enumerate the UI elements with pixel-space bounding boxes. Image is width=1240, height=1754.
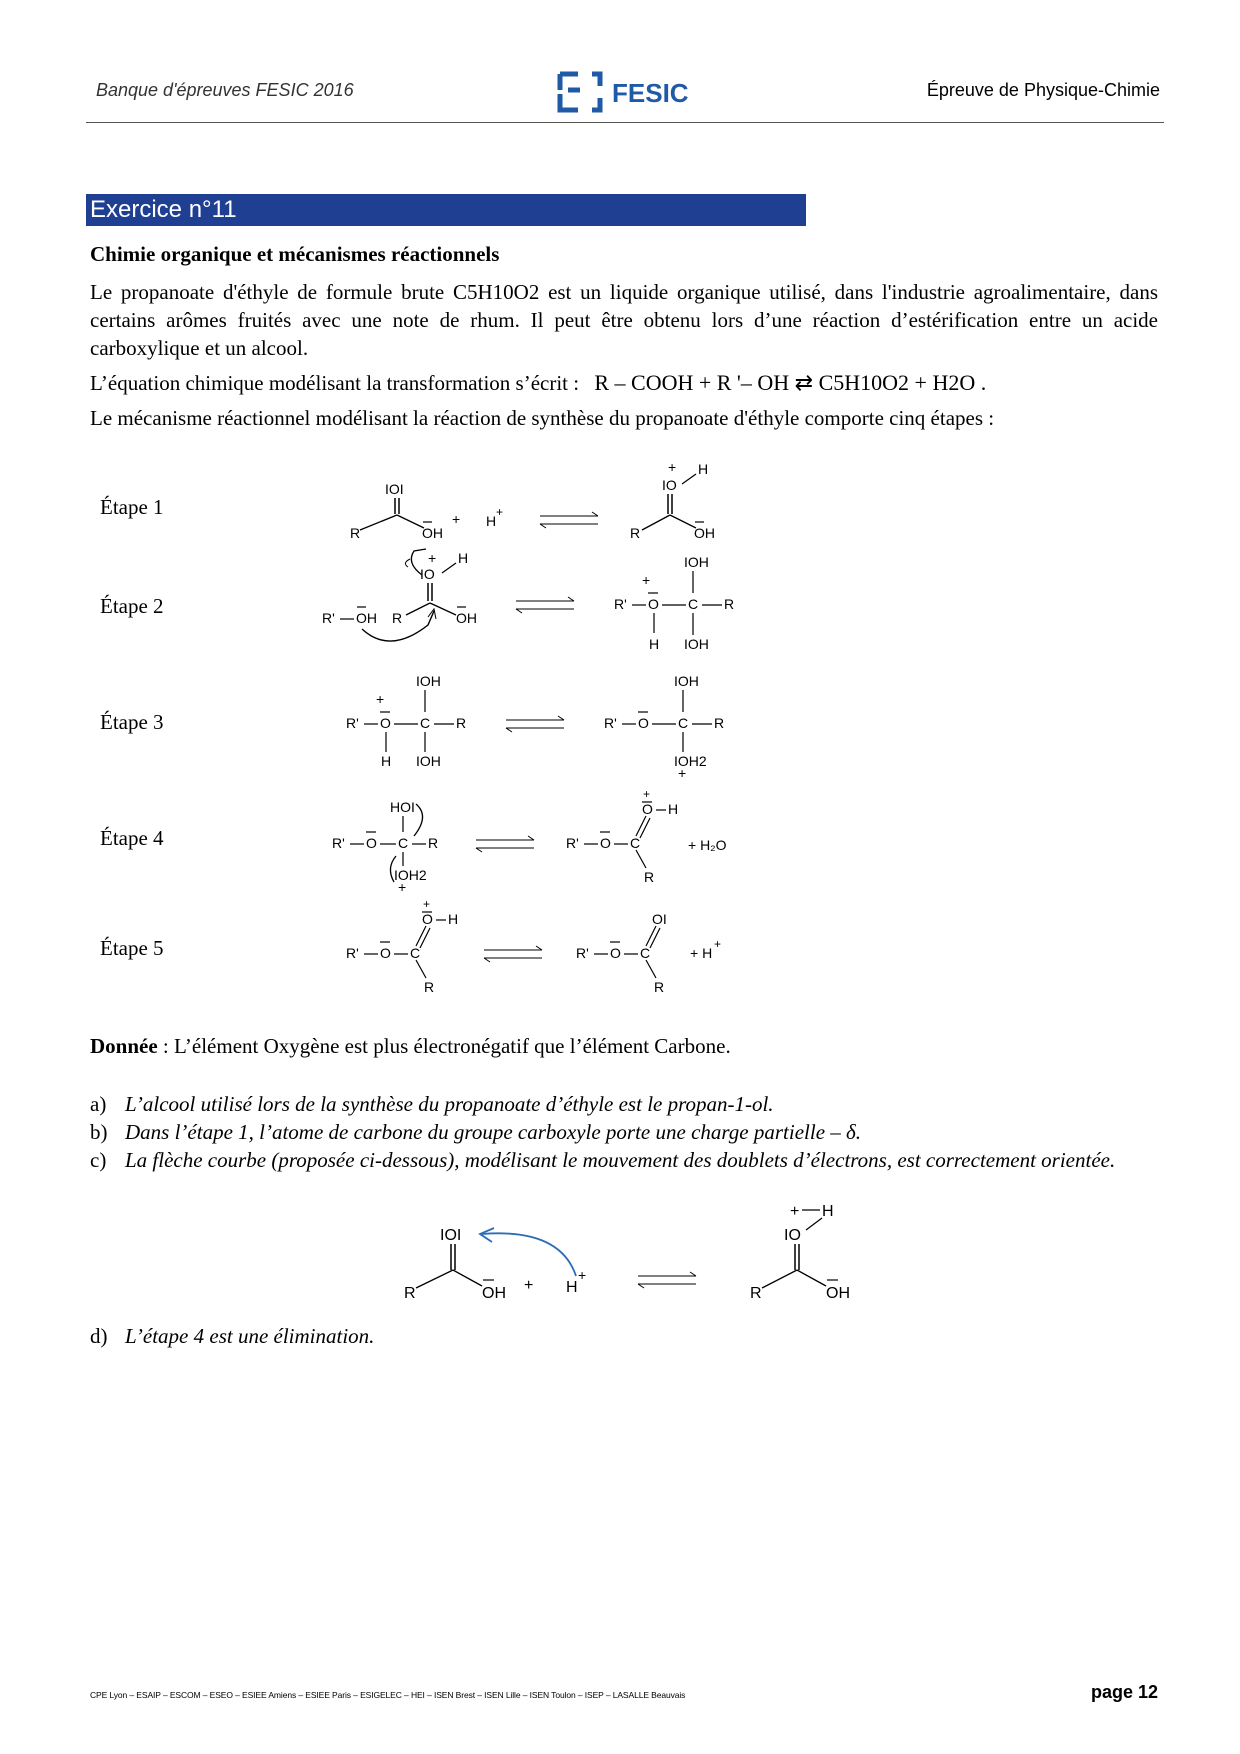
svg-text:IOH: IOH [416,673,441,689]
svg-text:+: + [496,505,504,519]
protonated-ester [346,900,458,995]
fesic-logo [556,70,696,119]
equilibrium-arrow-icon [506,716,564,732]
proton: H [486,513,497,529]
svg-text:O: O [366,835,377,851]
svg-text:R: R [350,525,361,540]
carboxylic-acid-structure [404,1227,506,1302]
step-1-scheme [350,460,770,540]
svg-text:R': R' [604,715,617,731]
item-letter: b) [90,1120,108,1144]
svg-text:O: O [380,945,391,961]
svg-text:OI: OI [652,911,667,927]
footer-schools: CPE Lyon – ESAIP – ESCOM – ESEO – ESIEE Amiens – ESIEE Paris – ESIGELEC – HEI – ISEN Brest – ISEN Lille – ISEN Toulon – ISEP – LASALLE Beauvais [90,1690,686,1700]
svg-text:R': R' [566,835,579,851]
svg-text:R: R [724,596,735,612]
svg-text:IOH2: IOH2 [674,753,707,769]
svg-text:IOH2: IOH2 [394,867,427,883]
svg-text:H: H [448,911,459,927]
question-c-scheme [400,1200,880,1310]
svg-text:OH: OH [456,610,477,626]
step-2-scheme [310,545,770,655]
svg-text:+: + [423,900,431,911]
svg-text:C: C [688,596,699,612]
svg-text:+: + [578,1267,587,1283]
svg-text:OH: OH [826,1285,850,1302]
svg-text:R': R' [322,610,335,626]
item-text: Dans l’étape 1, l’atome de carbone du groupe carboxyle porte une charge partielle – δ. [125,1120,862,1144]
svg-text:O: O [610,945,621,961]
svg-text:OH: OH [356,610,377,626]
svg-text:OH: OH [694,525,715,540]
exercise-subtitle: Chimie organique et mécanismes réactionnels [90,242,500,266]
step-4-scheme [330,790,750,900]
svg-text:+ H: + H [690,945,713,961]
protonated-acid-structure [630,460,715,540]
svg-text:H: H [649,636,660,652]
equilibrium-arrow-icon [638,1272,696,1288]
equation: R – COOH + R '– OH ⇄ C5H10O2 + H2O . [594,370,987,395]
svg-text:IO: IO [784,1227,801,1244]
svg-text:R': R' [576,945,589,961]
svg-text:IOI: IOI [385,481,404,497]
item-text: L’alcool utilisé lors de la synthèse du propanoate d’éthyle est le propan-1-ol. [125,1092,774,1116]
svg-text:IOI: IOI [440,1227,462,1244]
svg-text:R: R [456,715,467,731]
svg-text:+: + [668,460,677,475]
svg-text:R': R' [332,835,345,851]
step-label-5: Étape 5 [100,936,164,960]
svg-text:R': R' [614,596,627,612]
svg-text:H: H [458,550,469,566]
svg-text:H: H [381,753,392,769]
svg-text:O: O [422,911,433,927]
svg-text:C: C [398,835,409,851]
svg-text:+: + [642,572,651,588]
carboxylic-acid-structure [350,481,443,540]
svg-text:C: C [678,715,689,731]
intermediate-left [346,673,466,769]
svg-text:R: R [750,1285,762,1302]
equation-intro: L’équation chimique modélisant la transformation s’écrit : [90,371,580,395]
header-right-title: Épreuve de Physique-Chimie [926,80,1160,100]
mechanism-intro: Le mécanisme réactionnel modélisant la réaction de synthèse du propanoate d'éthyle comporte cinq étapes : [90,406,995,430]
header-left-title: Banque d'épreuves FESIC 2016 [96,80,354,100]
svg-text:OH: OH [422,525,443,540]
step-label-3: Étape 3 [100,710,164,734]
svg-text:R: R [404,1285,416,1302]
equilibrium-arrow-icon [540,512,598,528]
item-text: L’étape 4 est une élimination. [125,1324,375,1348]
equilibrium-arrow-icon [516,597,574,613]
svg-text:+: + [643,790,651,801]
tetrahedral-intermediate [614,554,734,652]
svg-text:O: O [638,715,649,731]
donnee [90,1034,731,1059]
curved-arrow-icon [414,804,423,836]
item-letter: c) [90,1148,107,1172]
exercise-banner: Exercice n°11 [86,194,806,226]
protonated-ester [566,790,727,885]
proton: H [566,1279,578,1296]
item-text: La flèche courbe (proposée ci-dessous), modélisant le mouvement des doublets d’électrons, est correctement orientée. [125,1148,1116,1172]
page-number: page 12 [1090,1682,1158,1702]
donnee-text: : L’élément Oxygène est plus électronégatif que l’élément Carbone. [157,1034,731,1058]
intro-paragraph: Le propanoate d'éthyle de formule brute C5H10O2 est un liquide organique utilisé, dans l'industrie agroalimentaire, dans certains arômes fruités avec une note de rhum. Il peut être obtenu lors d’une réaction d’estérification entre un acide carboxylique et un alcool. [90,280,1158,360]
svg-text:C: C [420,715,431,731]
svg-text:O: O [648,596,659,612]
svg-text:C: C [410,945,421,961]
svg-text:IO: IO [662,477,677,493]
step-label-1: Étape 1 [100,495,164,519]
logo-text: FESIC [612,78,689,108]
svg-text:OH: OH [482,1285,506,1302]
svg-text:R: R [714,715,725,731]
svg-text:R: R [630,525,641,540]
svg-text:O: O [600,835,611,851]
blue-curved-arrow-icon [482,1233,576,1276]
svg-text:R': R' [346,715,359,731]
svg-text:+: + [376,691,385,707]
svg-text:C: C [630,835,641,851]
header-divider [86,122,1164,123]
step-5-scheme [340,900,760,1000]
svg-text:+: + [428,550,437,566]
svg-text:IOH: IOH [684,636,709,652]
svg-text:+: + [452,511,461,527]
step-label-2: Étape 2 [100,594,164,618]
svg-text:H: H [668,801,679,817]
svg-text:IOH: IOH [416,753,441,769]
equilibrium-arrow-icon [476,836,534,852]
svg-text:+: + [714,937,722,951]
intermediate-elimination [332,799,438,895]
svg-text:R: R [392,610,403,626]
ester-product [576,911,721,995]
item-letter: a) [90,1092,107,1116]
step-3-scheme [340,670,760,780]
svg-text:IOH: IOH [674,673,699,689]
svg-text:+: + [790,1203,800,1220]
item-letter: d) [90,1324,108,1348]
svg-text:+: + [678,765,687,780]
svg-text:C: C [640,945,651,961]
svg-text:+ H₂O: + H₂O [688,837,727,853]
svg-text:O: O [380,715,391,731]
svg-text:+: + [398,879,407,895]
donnee-label: Donnée [90,1034,158,1058]
equilibrium-arrow-icon [484,946,542,962]
svg-text:H: H [698,461,709,477]
svg-text:R': R' [346,945,359,961]
svg-text:O: O [642,801,653,817]
step-label-4: Étape 4 [100,826,164,850]
svg-text:H: H [822,1203,834,1220]
svg-text:R: R [654,979,665,995]
svg-text:R: R [424,979,435,995]
svg-text:IO: IO [420,566,435,582]
fesic-logo-icon [556,70,696,114]
protonated-acid-structure [750,1203,850,1302]
svg-text:IOH: IOH [684,554,709,570]
svg-text:HOI: HOI [390,799,415,815]
intermediate-right [604,673,724,780]
equation-line [90,370,986,396]
svg-text:+: + [524,1277,534,1294]
svg-text:R: R [644,869,655,885]
svg-text:R: R [428,835,439,851]
